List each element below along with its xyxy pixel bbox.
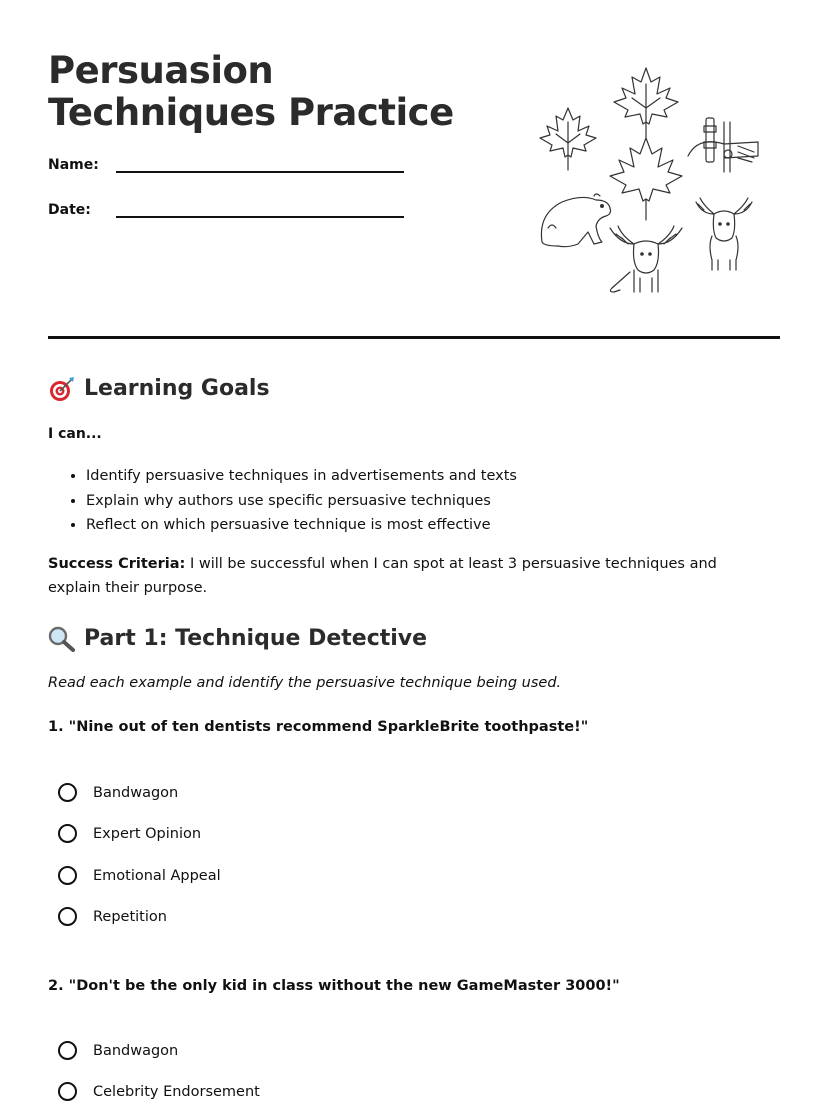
option-label: Repetition: [93, 908, 167, 925]
option-label: Celebrity Endorsement: [93, 1083, 260, 1100]
list-item: • Reflect on which persuasive technique is most effective: [86, 513, 517, 538]
radio-button[interactable]: [58, 907, 77, 926]
canadian-clipart: [532, 62, 764, 298]
page-title: Persuasion Techniques Practice: [48, 49, 454, 134]
q2-option-bandwagon[interactable]: [58, 1041, 178, 1060]
question-1-prompt: 1. "Nine out of ten dentists recommend SparkleBrite toothpaste!": [48, 719, 589, 735]
target-icon: [48, 376, 76, 402]
maple-leaf-icon: [610, 138, 682, 220]
radio-button[interactable]: [58, 783, 77, 802]
maple-leaf-icon: [614, 68, 678, 138]
date-label: Date:: [48, 202, 91, 218]
option-label: Emotional Appeal: [93, 867, 221, 884]
radio-button[interactable]: [58, 1041, 77, 1060]
list-item: • Identify persuasive techniques in advertisements and texts: [86, 464, 517, 489]
success-criteria: [48, 552, 768, 600]
name-line[interactable]: [116, 171, 404, 173]
radio-button[interactable]: [58, 824, 77, 843]
q1-option-emotional-appeal[interactable]: [58, 866, 221, 885]
name-field[interactable]: [48, 157, 468, 177]
radio-button[interactable]: [58, 866, 77, 885]
moose-icon: [696, 198, 752, 270]
q1-option-bandwagon[interactable]: [58, 783, 178, 802]
success-criteria-label: Success Criteria:: [48, 556, 186, 572]
q1-option-expert-opinion[interactable]: [58, 824, 201, 843]
maple-leaf-icon: [540, 108, 596, 170]
moose-icon: [610, 226, 682, 292]
part1-heading: [48, 625, 427, 653]
learning-goals-heading: [48, 375, 270, 403]
learning-goals-title: Learning Goals: [84, 376, 270, 401]
list-item: • Explain why authors use specific persuasive techniques: [86, 489, 517, 514]
date-line[interactable]: [116, 216, 404, 218]
q2-option-celebrity-endorsement[interactable]: [58, 1082, 260, 1101]
part1-title: Part 1: Technique Detective: [84, 626, 428, 651]
q1-option-repetition[interactable]: [58, 907, 167, 926]
option-label: Bandwagon: [93, 1042, 179, 1059]
polar-bear-icon: [541, 194, 610, 247]
i-can-label: I can...: [48, 426, 102, 442]
part1-instructions: Read each example and identify the persuasive technique being used.: [48, 675, 562, 691]
worksheet-header: [48, 50, 468, 222]
learning-goals-list: [48, 464, 517, 538]
date-field[interactable]: [48, 202, 468, 222]
success-criteria-text: I will be successful when I can spot at least 3 persuasive techniques and explain their purpose.: [48, 556, 717, 596]
totem-icon: [688, 118, 758, 172]
option-label: Bandwagon: [93, 784, 179, 801]
name-label: Name:: [48, 157, 99, 173]
header-divider: [48, 336, 780, 339]
magnifier-icon: [48, 626, 76, 652]
question-2-prompt: 2. "Don't be the only kid in class without the new GameMaster 3000!": [48, 978, 620, 994]
radio-button[interactable]: [58, 1082, 77, 1101]
option-label: Expert Opinion: [93, 825, 202, 842]
